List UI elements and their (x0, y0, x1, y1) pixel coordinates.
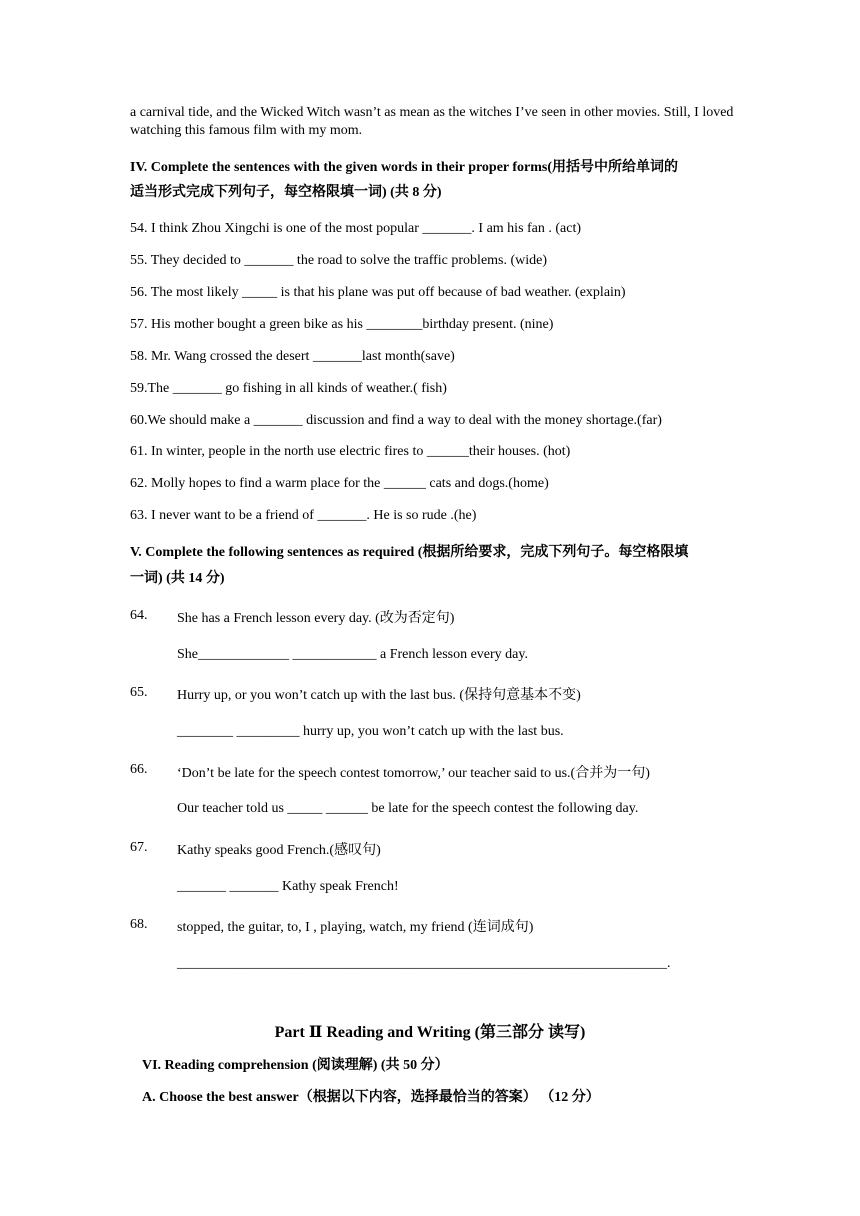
question-68-prompt: stopped, the guitar, to, I , playing, watch, my friend (连词成句) (177, 920, 534, 935)
question-68-answer-line: ______________________________________________________________________. (177, 956, 671, 971)
section4-heading-line2: 适当形式完成下列句子，每空格限填一词) (共 8 分) (130, 185, 442, 200)
question-65-number: 65. (130, 685, 148, 700)
question-56: 56. The most likely _____ is that his plane was put off because of bad weather. (explain) (130, 285, 626, 300)
question-64-answer-line: She_____________ ____________ a French lesson every day. (177, 647, 528, 662)
question-67-number: 67. (130, 840, 148, 855)
question-65-prompt: Hurry up, or you won’t catch up with the last bus. (保持句意基本不变) (177, 688, 581, 703)
intro-paragraph: a carnival tide, and the Wicked Witch wasn’t as mean as the witches I’ve seen in other movies. Still, I loved watching this famous film with my mom. (130, 105, 734, 138)
question-66-number: 66. (130, 762, 148, 777)
question-64-number: 64. (130, 608, 148, 623)
question-60: 60.We should make a _______ discussion and find a way to deal with the money shortage.(far) (130, 413, 662, 428)
section4-heading-line1: IV. Complete the sentences with the given words in their proper forms(用括号中所给单词的 (130, 160, 679, 175)
section5-heading-line2: 一词) (共 14 分) (130, 571, 225, 586)
question-54: 54. I think Zhou Xingchi is one of the most popular _______. I am his fan . (act) (130, 221, 582, 236)
section6-heading: VI. Reading comprehension (阅读理解) (共 50 分） (142, 1058, 449, 1073)
question-66-answer-line: Our teacher told us _____ ______ be late for the speech contest the following day. (177, 801, 639, 816)
sectionA-heading: A. Choose the best answer（根据以下内容，选择最恰当的答案） （12 分） (142, 1090, 600, 1105)
question-55: 55. They decided to _______ the road to solve the traffic problems. (wide) (130, 253, 548, 268)
question-68-number: 68. (130, 917, 148, 932)
question-65-answer-line: ________ _________ hurry up, you won’t catch up with the last bus. (177, 724, 564, 739)
question-66-prompt: ‘Don’t be late for the speech contest tomorrow,’ our teacher said to us.(合并为一句) (177, 766, 650, 781)
question-61: 61. In winter, people in the north use electric fires to ______their houses. (hot) (130, 444, 571, 459)
question-62: 62. Molly hopes to find a warm place for the ______ cats and dogs.(home) (130, 476, 549, 491)
section5-heading-line1: V. Complete the following sentences as required (根据所给要求，完成下列句子。每空格限填 (130, 545, 689, 560)
question-67-prompt: Kathy speaks good French.(感叹句) (177, 843, 381, 858)
part2-title: Part Ⅱ Reading and Writing (第三部分 读写) (274, 1024, 586, 1041)
question-57: 57. His mother bought a green bike as his ________birthday present. (nine) (130, 317, 554, 332)
question-59: 59.The _______ go fishing in all kinds of weather.( fish) (130, 381, 447, 396)
question-67-answer-line: _______ _______ Kathy speak French! (177, 879, 399, 894)
question-63: 63. I never want to be a friend of _______. He is so rude .(he) (130, 508, 477, 523)
question-58: 58. Mr. Wang crossed the desert _______last month(save) (130, 349, 455, 364)
question-64-prompt: She has a French lesson every day. (改为否定句) (177, 611, 455, 626)
